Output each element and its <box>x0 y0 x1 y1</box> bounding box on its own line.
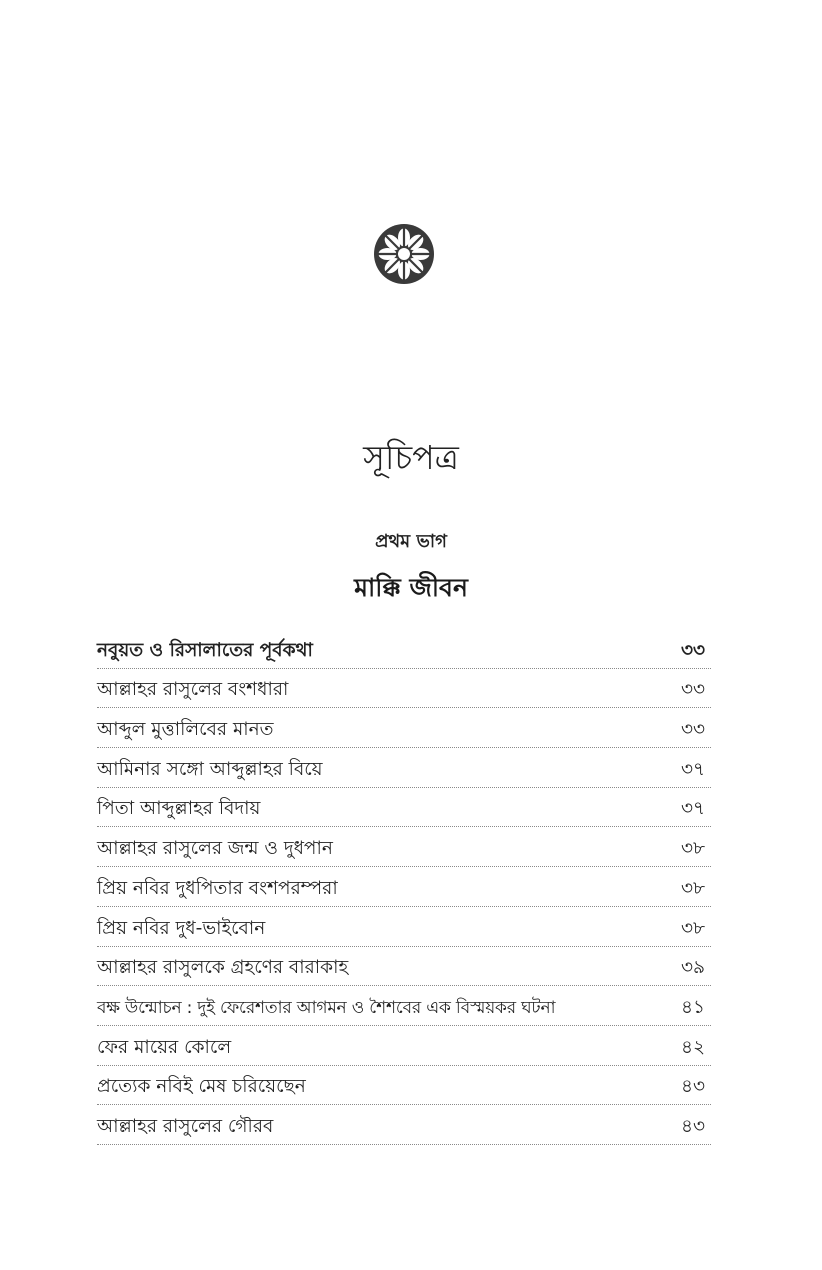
toc-entry[interactable] <box>97 669 711 709</box>
toc-entry[interactable] <box>97 947 711 987</box>
toc-entry-title: আল্লাহর রাসুলের বংশধারা <box>97 679 289 701</box>
toc-entry-page: ৩৭ <box>680 758 705 780</box>
toc-entry-page: ৩৩ <box>680 719 705 741</box>
toc-entry-title: আব্দুল মুত্তালিবের মানত <box>97 719 274 741</box>
toc-entry-title: বক্ষ উন্মোচন : দুই ফেরেশতার আগমন ও শৈশবের এক বিস্ময়কর ঘটনা <box>97 997 556 1018</box>
toc-entry-title: প্রত্যেক নবিই মেষ চরিয়েছেন <box>97 1076 306 1098</box>
toc-entry-title: পিতা আব্দুল্লাহর বিদায় <box>97 798 261 820</box>
toc-entry-title: প্রিয় নবির দুধ-ভাইবোন <box>97 917 266 939</box>
toc-entry[interactable] <box>97 867 711 907</box>
toc-entry[interactable] <box>97 629 711 669</box>
page-title: সূচিপত্র <box>363 438 459 477</box>
toc-entry-page: ৩৩ <box>680 639 705 661</box>
section-title: মাক্কি জীবন <box>354 573 468 602</box>
toc-entry[interactable] <box>97 827 711 867</box>
toc-entry-page: ৪৩ <box>680 1115 705 1137</box>
toc-entry-page: ৪১ <box>680 996 705 1018</box>
toc-entry-page: ৩৩ <box>680 679 705 701</box>
toc-entry-page: ৩৮ <box>680 838 705 860</box>
toc-entry-title: নবুয়ত ও রিসালাতের পূর্বকথা <box>97 639 313 661</box>
toc-entry[interactable] <box>97 1105 711 1145</box>
toc-entry-page: ৪৩ <box>680 1076 705 1098</box>
toc-entry-title: আল্লাহর রাসুলের গৌরব <box>97 1115 274 1137</box>
toc-entry-title: প্রিয় নবির দুধপিতার বংশপরম্পরা <box>97 877 338 899</box>
toc-entry-page: ৪২ <box>680 1036 705 1058</box>
toc-entry[interactable] <box>97 1026 711 1066</box>
toc-entry-title: ফের মায়ের কোলে <box>97 1036 232 1058</box>
toc-entry-title: আল্লাহর রাসুলকে গ্রহণের বারাকাহ <box>97 957 349 979</box>
flower-wheel-icon <box>373 223 435 285</box>
toc-entry-title: আমিনার সঙ্গো আব্দুল্লাহর বিয়ে <box>97 758 323 780</box>
part-label: প্রথম ভাগ <box>375 531 447 552</box>
toc-entry-page: ৩৭ <box>680 798 705 820</box>
toc-entry-page: ৩৯ <box>680 957 705 979</box>
toc-entry[interactable] <box>97 748 711 788</box>
toc-entry[interactable] <box>97 1066 711 1106</box>
toc-entry[interactable] <box>97 986 711 1026</box>
toc-entry[interactable] <box>97 708 711 748</box>
toc-entry-page: ৩৮ <box>680 877 705 899</box>
toc-entry[interactable] <box>97 788 711 828</box>
table-of-contents <box>97 629 711 1145</box>
toc-entry[interactable] <box>97 907 711 947</box>
toc-entry-title: আল্লাহর রাসুলের জন্ম ও দুধপান <box>97 838 333 860</box>
toc-entry-page: ৩৮ <box>680 917 705 939</box>
